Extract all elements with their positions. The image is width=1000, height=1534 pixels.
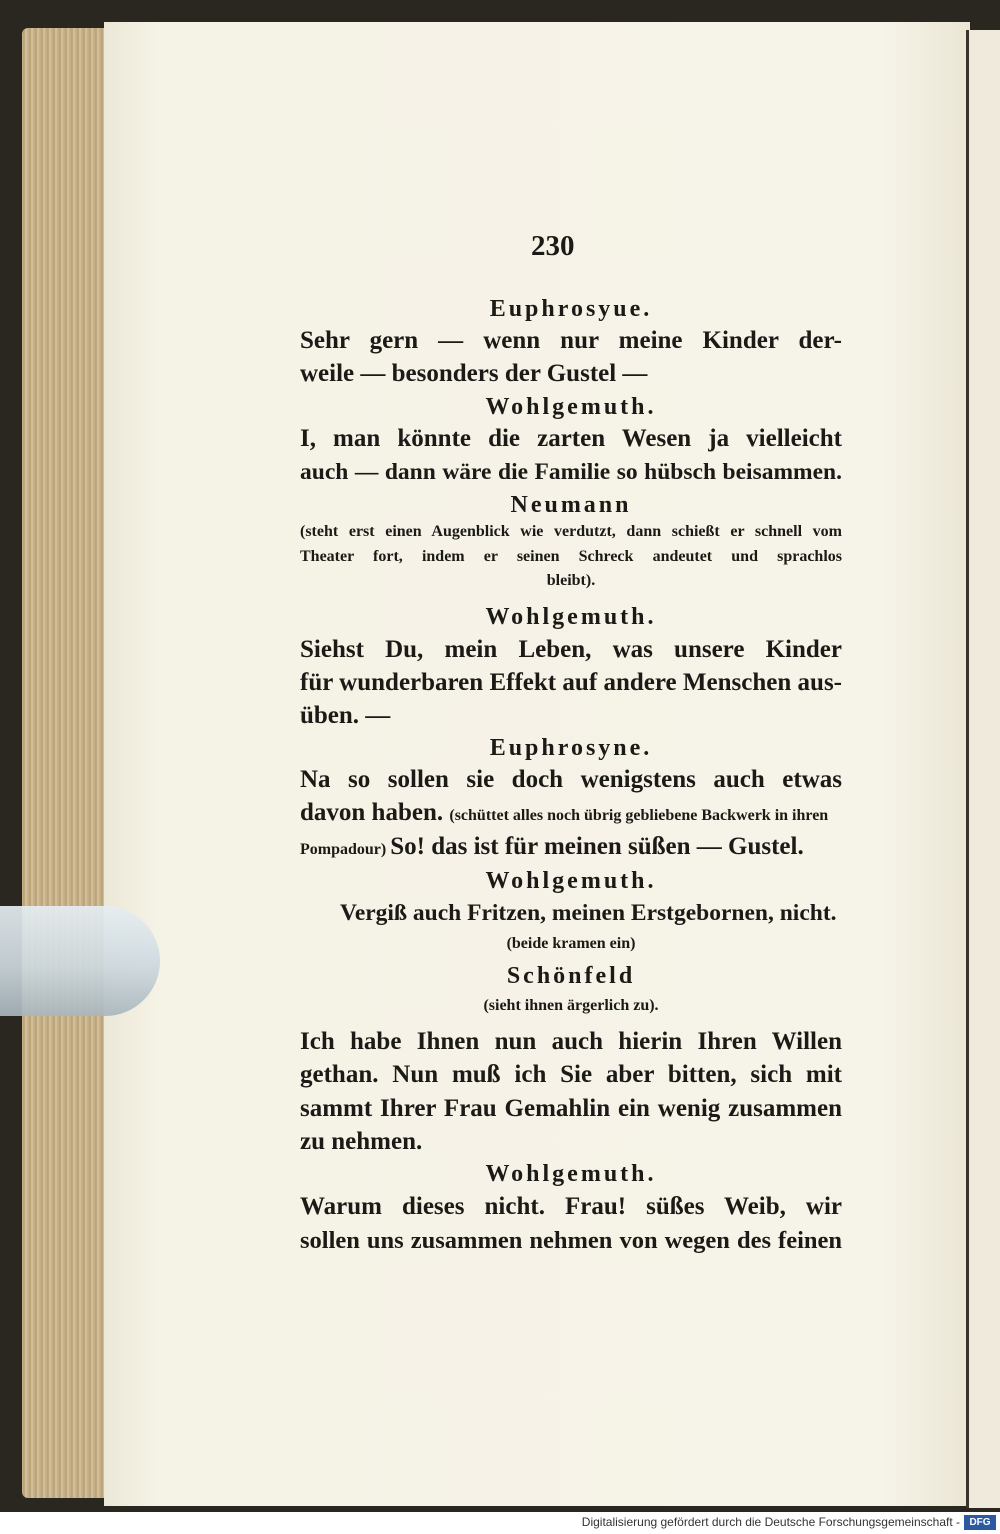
text-line: I, man könnte die zarten Wesen ja vielleicht — [300, 425, 842, 452]
stage-direction: (schüttet alles noch übrig gebliebene Backwerk in ihren — [449, 807, 829, 824]
text-line: Vergiß auch Fritzen, meinen Erstgebornen, nicht. — [340, 900, 837, 926]
stage-direction: (steht erst einen Augenblick wie verdutzt, dann schießt er schnell vom — [300, 523, 842, 540]
text-line: für wunderbaren Effekt auf andere Menschen aus- — [300, 669, 842, 696]
stage-direction: (beide kramen ein) — [506, 935, 636, 952]
text-line: sammt Ihrer Frau Gemahlin ein wenig zusammen — [300, 1095, 842, 1122]
text-line: Ich habe Ihnen nun auch hierin Ihren Willen — [300, 1028, 842, 1055]
text-line: üben. — — [300, 702, 391, 729]
dialogue-text: So! das ist für meinen süßen — Gustel. — [390, 833, 804, 860]
stage-direction: Theater fort, indem er seinen Schreck andeutet und sprachlos — [300, 548, 842, 565]
scanner-finger — [0, 906, 160, 1016]
text-line: Sehr gern — wenn nur meine Kinder der- — [300, 327, 842, 354]
speaker-name: Schönfeld — [506, 963, 636, 989]
text-line — [300, 830, 842, 864]
stage-direction: (sieht ihnen ärgerlich zu). — [483, 997, 659, 1014]
text-line: weile — besonders der Gustel — — [300, 360, 648, 387]
text-line: Na so sollen sie doch wenigstens auch etwas — [300, 766, 842, 793]
text-line: auch — dann wäre die Familie so hübsch beisammen. — [300, 459, 842, 485]
text-line: Siehst Du, mein Leben, was unsere Kinder — [300, 636, 842, 663]
facing-page-edge — [966, 30, 1000, 1508]
speaker-name: Neumann — [510, 492, 632, 518]
text-line: Warum dieses nicht. Frau! süßes Weib, wir — [300, 1193, 842, 1220]
speaker-name: Wohlgemuth. — [485, 868, 657, 894]
stage-direction: bleibt). — [546, 572, 596, 589]
footer-credit: Digitalisierung gefördert durch die Deutsche Forschungsgemeinschaft - — [581, 1515, 960, 1529]
speaker-name: Euphrosyue. — [489, 296, 653, 322]
book-page-edges — [22, 28, 106, 1498]
dialogue-text: davon haben. — [300, 799, 450, 826]
footer-bar — [0, 1512, 1000, 1534]
speaker-name: Wohlgemuth. — [485, 604, 657, 630]
text-line — [300, 796, 842, 830]
page-number: 230 — [531, 230, 575, 262]
speaker-name: Euphrosyne. — [489, 735, 653, 761]
text-line: gethan. Nun muß ich Sie aber bitten, sich mit — [300, 1061, 842, 1088]
speaker-name: Wohlgemuth. — [485, 394, 657, 420]
text-line: zu nehmen. — [300, 1128, 423, 1155]
stage-direction: Pompadour) — [300, 841, 391, 858]
text-line: sollen uns zusammen nehmen von wegen des feinen — [300, 1227, 842, 1254]
dfg-logo: DFG — [964, 1515, 996, 1530]
speaker-name: Wohlgemuth. — [485, 1161, 657, 1187]
